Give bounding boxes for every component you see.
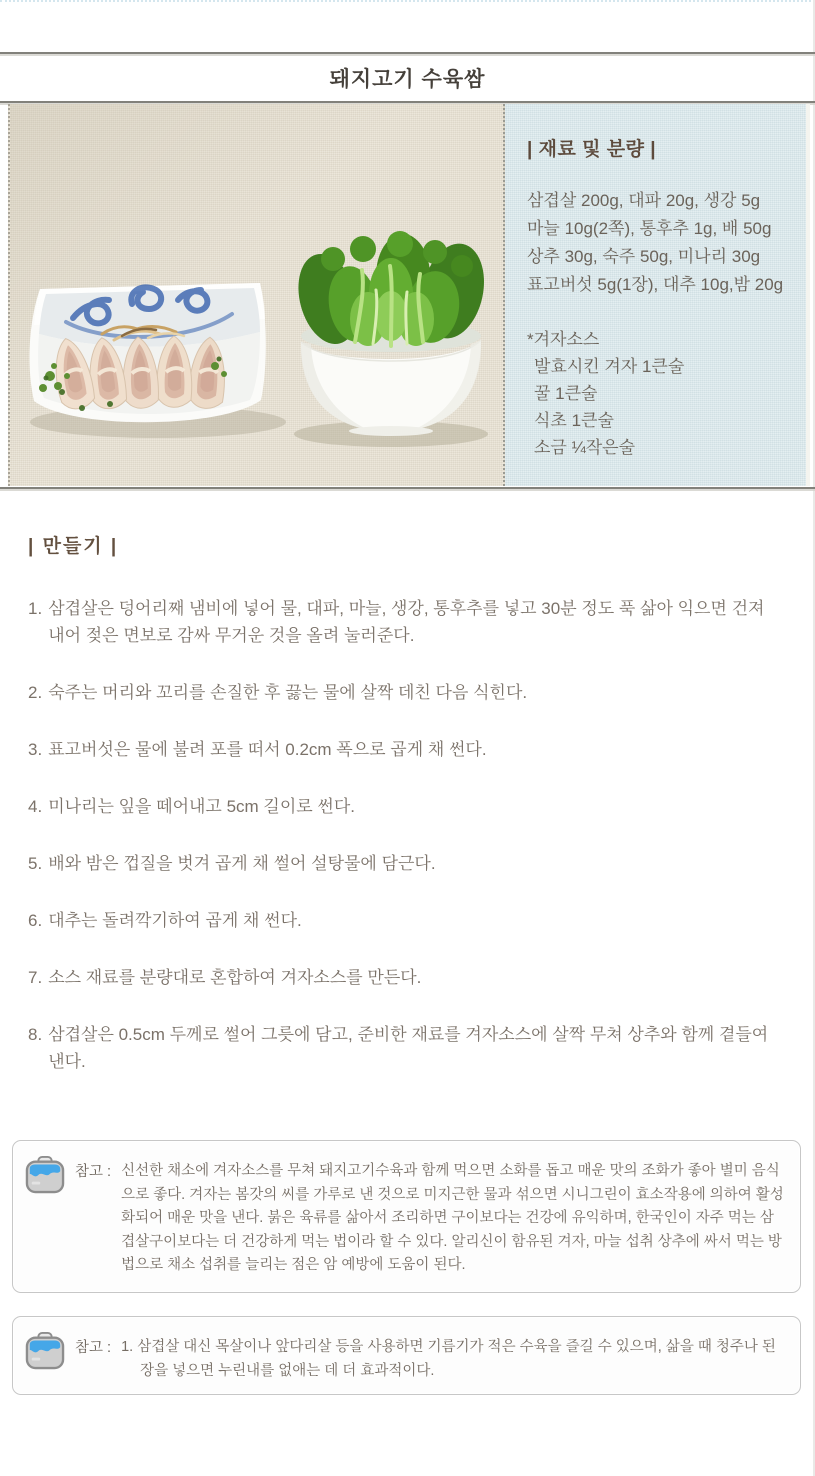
step-item xyxy=(28,736,790,763)
step-text: 삼겹살은 0.5cm 두께로 썰어 그릇에 담고, 준비한 재료를 겨자소스에 살짝 무쳐 상추와 함께 곁들여 낸다. xyxy=(48,1025,769,1071)
step-number: 1. xyxy=(28,599,43,618)
step-item xyxy=(28,850,790,877)
note-text: 1. 삼겹살 대신 목살이나 앞다리살 등을 사용하면 기름기가 적은 수육을 즐길 수 있으며, 삶을 때 청주나 된장을 넣으면 누린내를 없애는 데 더 효과적이다. xyxy=(121,1339,776,1379)
note-box xyxy=(12,1140,801,1293)
hero-section xyxy=(8,104,810,486)
steps-list xyxy=(0,595,815,1075)
sauce-line: 꿀 1큰술 xyxy=(534,384,598,403)
sauce-block xyxy=(527,326,796,461)
step-number: 7. xyxy=(28,968,43,987)
step-text: 숙주는 머리와 꼬리를 손질한 후 끓는 물에 살짝 데친 다음 식힌다. xyxy=(48,683,528,702)
directions-section xyxy=(0,489,815,1105)
step-number: 3. xyxy=(28,740,43,759)
sauce-line: 식초 1큰술 xyxy=(534,411,614,430)
step-number: 5. xyxy=(28,854,43,873)
step-item xyxy=(28,679,790,706)
page-title: 돼지고기 수육쌈 xyxy=(329,67,486,91)
note-pot-icon xyxy=(24,1332,66,1375)
pork-slices xyxy=(49,335,228,412)
step-item xyxy=(28,964,790,991)
ingredients-panel xyxy=(505,104,810,486)
sauce-line: 소금 ¼작은술 xyxy=(534,438,636,457)
sauce-line: 발효시킨 겨자 1큰술 xyxy=(534,357,685,376)
ingredient-list xyxy=(527,187,796,299)
dish-photo xyxy=(8,104,505,486)
ingredient-line: 표고버섯 5g(1장), 대추 10g,밤 20g xyxy=(527,275,784,294)
ingredient-line: 삼겹살 200g, 대파 20g, 생강 5g xyxy=(527,191,761,210)
top-dotted-divider xyxy=(0,0,815,2)
note-box xyxy=(12,1316,801,1395)
step-item xyxy=(28,1021,790,1075)
lettuce-bowl xyxy=(289,231,492,447)
step-item xyxy=(28,907,790,934)
title-bottom-rule xyxy=(0,101,815,103)
note-pot-icon xyxy=(24,1156,66,1199)
note-label: 참고 : xyxy=(75,1164,112,1180)
sauce-title: *겨자소스 xyxy=(527,330,600,349)
step-text: 소스 재료를 분량대로 혼합하여 겨자소스를 만든다. xyxy=(48,968,422,987)
step-number: 8. xyxy=(28,1025,43,1044)
directions-header: | 만들기 | xyxy=(28,536,119,557)
title-band xyxy=(0,54,815,101)
step-text: 배와 밤은 껍질을 벗겨 곱게 채 썰어 설탕물에 담근다. xyxy=(48,854,436,873)
step-text: 대추는 돌려깍기하여 곱게 채 썬다. xyxy=(48,911,302,930)
step-number: 4. xyxy=(28,797,43,816)
note-text: 신선한 채소에 겨자소스를 무쳐 돼지고기수육과 함께 먹으면 소화를 돕고 매운 맛의 조화가 좋아 별미 음식으로 좋다. 겨자는 봄갓의 씨를 가루로 낸 것으로 미지근한 물과 섞으면 시니그린이 효소작용에 의하여 활성화되어 매운 맛을 낸다. 붉은 육류를 삶아서 조리하면 구이보다는 건강에 유익하며, 한국인이 자주 먹는 삼겹살구이보다는 더 건강하게 먹는 법이라 할 수 있다. 알리신이 함유된 겨자, 마늘 섭취 상추에 싸서 먹는 방법으로 채소 섭취를 늘리는 점은 암 예방에 도움이 된다. xyxy=(121,1163,784,1273)
step-number: 2. xyxy=(28,683,43,702)
step-number: 6. xyxy=(28,911,43,930)
ingredient-line: 마늘 10g(2쪽), 통후추 1g, 배 50g xyxy=(527,219,772,238)
step-item xyxy=(28,595,790,649)
ingredient-line: 상추 30g, 숙주 50g, 미나리 30g xyxy=(527,247,761,266)
ingredients-header: | 재료 및 분량 | xyxy=(527,139,657,160)
dish-photo-art xyxy=(10,104,503,486)
step-item xyxy=(28,793,790,820)
step-text: 표고버섯은 물에 불려 포를 떠서 0.2cm 폭으로 곱게 채 썬다. xyxy=(48,740,487,759)
step-text: 삼겹살은 덩어리째 냄비에 넣어 물, 대파, 마늘, 생강, 통후추를 넣고 30분 정도 푹 삶아 익으면 건져 내어 젖은 면보로 감싸 무거운 것을 올려 눌러준다. xyxy=(48,599,765,645)
step-text: 미나리는 잎을 떼어내고 5cm 길이로 썬다. xyxy=(48,797,355,816)
pork-plate xyxy=(29,283,286,438)
note-label: 참고 : xyxy=(75,1340,112,1356)
